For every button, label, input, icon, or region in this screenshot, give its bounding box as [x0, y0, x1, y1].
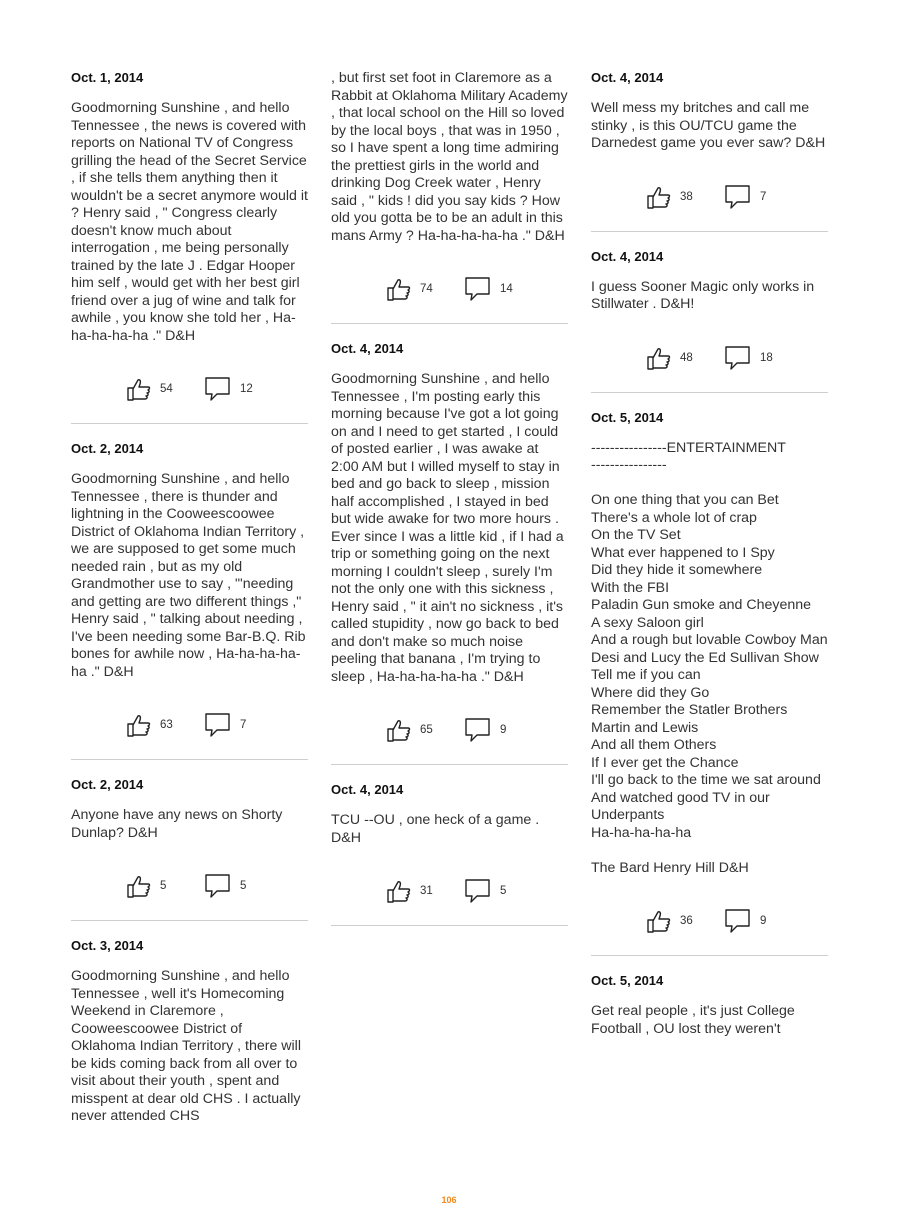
like-count: 36: [680, 915, 693, 927]
speech-bubble-icon: [464, 877, 492, 905]
thumbs-up-icon: [646, 184, 672, 210]
post: [331, 341, 568, 765]
speech-bubble-icon: [724, 907, 752, 935]
post: [591, 973, 828, 1038]
speech-bubble-icon: [724, 344, 752, 372]
comment-button[interactable]: [724, 344, 773, 372]
like-count: 74: [420, 283, 433, 295]
post-stats: [71, 375, 308, 403]
thumbs-up-icon: [386, 878, 412, 904]
page-number: 106: [441, 1195, 457, 1205]
comment-count: 18: [760, 351, 773, 364]
post-stats: [331, 877, 568, 905]
comment-button[interactable]: [464, 275, 513, 303]
column-3: [591, 70, 828, 1038]
thumbs-up-icon: [386, 717, 412, 743]
post-text: Goodmorning Sunshine , and hello Tennessee , the news is covered with reports on National TV of Congress grilling the head of the Secret Service , if she tells them anything then it wouldn't be a secret anymore would it ? Henry said , " Congress clearly doesn't know much about interrogation , me being personally trained by the late J . Edgar Hooper him self , would get with her best girl friend over a jug of wine and talk for awhile , you know she told her , Ha-ha-ha-ha-ha ." D&H: [71, 100, 308, 344]
post-text: Get real people , it's just College Football , OU lost they weren't: [591, 1003, 795, 1037]
speech-bubble-icon: [464, 716, 492, 744]
comment-button[interactable]: [204, 375, 253, 403]
post-divider: [71, 759, 308, 760]
post-stats: [591, 344, 828, 372]
post-date: Oct. 5, 2014: [591, 973, 664, 988]
comment-button[interactable]: [204, 711, 246, 739]
like-button[interactable]: [126, 872, 166, 900]
column-2: [331, 70, 568, 943]
like-count: 48: [680, 351, 693, 364]
like-count: 38: [680, 190, 693, 203]
post-text: Well mess my britches and call me stinky , is this OU/TCU game the Darnedest game you ever saw? D&H: [591, 100, 826, 151]
thumbs-up-icon: [126, 873, 152, 899]
like-count: 5: [160, 880, 167, 892]
comment-count: 12: [240, 383, 253, 395]
post-divider: [71, 920, 308, 921]
post-divider: [331, 925, 568, 926]
like-button[interactable]: [646, 907, 693, 935]
comment-count: 5: [500, 885, 507, 897]
post-divider: [331, 764, 568, 765]
comment-button[interactable]: [464, 716, 506, 744]
post-stats: [591, 183, 828, 211]
post-stats: [331, 716, 568, 744]
post: [71, 441, 308, 760]
like-button[interactable]: [646, 183, 693, 211]
post-stats: [331, 275, 568, 303]
speech-bubble-icon: [204, 375, 232, 403]
comment-count: 14: [500, 283, 513, 295]
speech-bubble-icon: [204, 872, 232, 900]
post-text: TCU --OU , one heck of a game . D&H: [331, 812, 540, 846]
post: [331, 782, 568, 926]
post-date: Oct. 2, 2014: [71, 441, 144, 456]
speech-bubble-icon: [204, 711, 232, 739]
like-button[interactable]: [386, 716, 433, 744]
post: [71, 938, 308, 1126]
like-count: 31: [420, 885, 433, 897]
like-count: 54: [160, 383, 173, 395]
post-text: Goodmorning Sunshine , and hello Tennessee , well it's Homecoming Weekend in Claremore , Cooweescoowee District of Oklahoma Indian Territory , there will be kids coming back from all over to visit about their youth , spent and misspent at dear old CHS . I actually never attended CHS: [71, 968, 301, 1124]
post-text: Goodmorning Sunshine , and hello Tennessee , I'm posting early this morning because I've got a lot going on and I need to get started , I could of posted earlier , I was awake at 2:00 AM but I willed myself to stay in bed and go back to sleep , mission half accomplished , I stayed in bed but wide awake for two more hours . Ever since I was a little kid , if I had a trip or something going on the next morning I couldn't sleep , surely I'm not the only one with this sickness , Henry said , " it ain't no sickness , it's called stupidity , now go back to bed and don't make so much noise peeling that banana , I'm trying to sleep , Ha-ha-ha-ha-ha ." D&H: [331, 371, 564, 685]
post: [591, 410, 828, 957]
post-divider: [591, 392, 828, 393]
like-button[interactable]: [646, 344, 693, 372]
post-text: ----------------ENTERTAINMENT ---------------- On one thing that you can Bet There's a whole lot of crap On the TV Set What ever happened to I Spy Did they hide it somewhere With the FBI Paladin Gun smoke and Cheyenne A sexy Saloon girl And a rough but lovable Cowboy Man Desi and Lucy the Ed Sullivan Show Tell me if you can Where did they Go Remember the Statler Brothers Martin and Lewis And all them Others If I ever get the Chance I'll go back to the time we sat around And watched good TV in our Underpants Ha-ha-ha-ha-ha The Bard Henry Hill D&H: [591, 439, 828, 876]
comment-button[interactable]: [724, 907, 766, 935]
like-button[interactable]: [126, 711, 173, 739]
thumbs-up-icon: [386, 276, 412, 302]
post-text: , but first set foot in Claremore as a Rabbit at Oklahoma Military Academy , that local school on the Hill so loved by the local boys , that was in 1950 , so I have spent a long time admiring the prettiest girls in the world and drinking Dog Creek water , Henry said , " kids ! did you say kids ? How old you gotta be to be an adult in this mans Army ? Ha-ha-ha-ha-ha ." D&H: [331, 70, 568, 244]
post-continuation: [331, 70, 568, 324]
speech-bubble-icon: [724, 183, 752, 211]
comment-count: 9: [760, 915, 767, 927]
post-divider: [591, 231, 828, 232]
thumbs-up-icon: [646, 345, 672, 371]
post-divider: [331, 323, 568, 324]
like-count: 65: [420, 724, 433, 736]
post-date: Oct. 2, 2014: [71, 777, 144, 792]
post-stats: [71, 711, 308, 739]
post-date: Oct. 4, 2014: [591, 70, 664, 85]
thumbs-up-icon: [646, 908, 672, 934]
comment-count: 9: [500, 724, 507, 736]
thumbs-up-icon: [126, 712, 152, 738]
post-date: Oct. 5, 2014: [591, 409, 664, 425]
post-text: I guess Sooner Magic only works in Stillwater . D&H!: [591, 278, 815, 312]
post: [71, 70, 308, 424]
post-divider: [71, 423, 308, 424]
post-date: Oct. 4, 2014: [331, 782, 404, 797]
speech-bubble-icon: [464, 275, 492, 303]
post: [71, 777, 308, 921]
post-stats: [71, 872, 308, 900]
comment-button[interactable]: [724, 183, 766, 211]
comment-count: 7: [240, 719, 247, 731]
post: [591, 249, 828, 393]
thumbs-up-icon: [126, 376, 152, 402]
like-count: 63: [160, 719, 173, 731]
post-text: Goodmorning Sunshine , and hello Tennessee , there is thunder and lightning in the Cooweescoowee District of Oklahoma Indian Territory , we are supposed to get some much needed rain , but as my old Grandmother use to say , "'needing and getting are two different things ," Henry said , " talking about needing , I've been needing some Bar-B.Q. Rib bones for awhile now , Ha-ha-ha-ha-ha ." D&H: [71, 471, 306, 680]
comment-button[interactable]: [204, 872, 246, 900]
post-date: Oct. 4, 2014: [591, 248, 664, 264]
post-text: Anyone have any news on Shorty Dunlap? D&H: [71, 807, 283, 841]
column-1: [71, 70, 308, 1126]
comment-count: 5: [240, 880, 247, 892]
comment-count: 7: [760, 190, 767, 203]
like-button[interactable]: [386, 877, 433, 905]
post-date: Oct. 1, 2014: [71, 70, 144, 85]
comment-button[interactable]: [464, 877, 506, 905]
post-divider: [591, 955, 828, 956]
like-button[interactable]: [386, 275, 433, 303]
post: [591, 70, 828, 232]
post-date: Oct. 3, 2014: [71, 938, 144, 953]
post-stats: [591, 907, 828, 935]
post-date: Oct. 4, 2014: [331, 341, 404, 356]
like-button[interactable]: [126, 375, 173, 403]
